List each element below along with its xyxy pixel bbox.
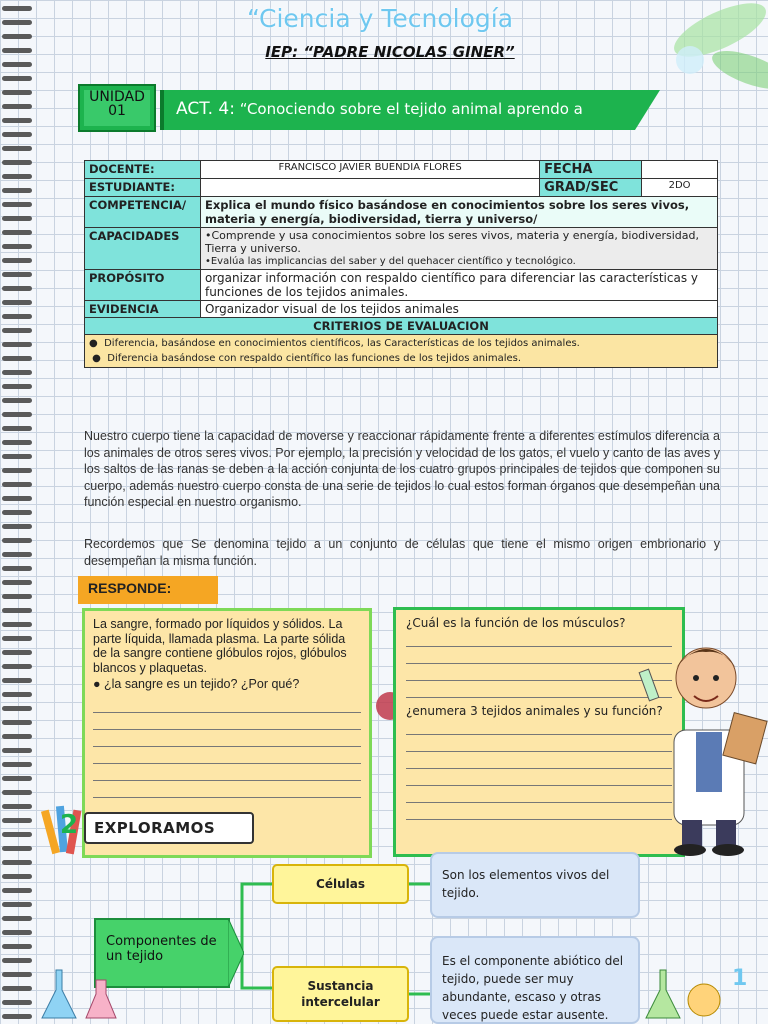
spiral-ring (2, 34, 32, 39)
activity-number: ACT. 4: (176, 99, 235, 119)
spiral-ring (2, 972, 32, 977)
capacidades-label: CAPACIDADES (85, 228, 201, 270)
grado-label: GRAD/SEC (540, 179, 642, 197)
spiral-ring (2, 944, 32, 949)
school-name: IEP: “PADRE NICOLAS GINER” (265, 43, 515, 61)
evidencia-value: Organizador visual de los tejidos animales (200, 301, 717, 318)
spiral-ring (2, 342, 32, 347)
spiral-ring (2, 524, 32, 529)
proposito-value: organizar información con respaldo científico para diferenciar las características y funciones de los tejidos animales. (200, 270, 717, 301)
spiral-ring (2, 6, 32, 11)
spiral-ring (2, 734, 32, 739)
spiral-ring (2, 468, 32, 473)
spiral-ring (2, 888, 32, 893)
spiral-ring (2, 314, 32, 319)
spiral-ring (2, 118, 32, 123)
desc-connectors (408, 870, 432, 1010)
spiral-ring (2, 706, 32, 711)
spiral-ring (2, 384, 32, 389)
spiral-ring (2, 146, 32, 151)
spiral-ring (2, 174, 32, 179)
fecha-label: FECHA (540, 161, 642, 179)
page-number: 1 (732, 966, 748, 991)
spiral-ring (2, 608, 32, 613)
spiral-ring (2, 440, 32, 445)
spiral-ring (2, 90, 32, 95)
section-number-icon: 2 (60, 810, 79, 840)
spiral-ring (2, 636, 32, 641)
spiral-ring (2, 692, 32, 697)
spiral-ring (2, 188, 32, 193)
spiral-ring (2, 104, 32, 109)
spiral-ring (2, 664, 32, 669)
intro-paragraph-2: Recordemos que Se denomina tejido a un conjunto de células que tiene el mismo origen embrionario y desempeñan la misma función. (84, 537, 720, 568)
spiral-ring (2, 370, 32, 375)
unidad-box (78, 84, 156, 132)
capacidad-1: •Comprende y usa conocimientos sobre los seres vivos, materia y energía, biodiversidad, Tierra y universo. (204, 229, 700, 255)
criterios-header: CRITERIOS DE EVALUACION (85, 318, 718, 335)
competencia-label: COMPETENCIA/ (85, 197, 201, 228)
lab-decoration-icon (640, 960, 730, 1024)
spiral-ring (2, 594, 32, 599)
exploramos-label: EXPLORAMOS (84, 812, 254, 844)
proposito-label: PROPÓSITO (85, 270, 201, 301)
criterio-2: ● Diferencia basándose con respaldo científico las funciones de los tejidos animales. (89, 353, 522, 364)
spiral-ring (2, 566, 32, 571)
activity-name: “Conociendo sobre el tejido animal aprendo a (239, 100, 583, 118)
spiral-ring (2, 916, 32, 921)
blood-info-text: La sangre, formado por líquidos y sólidos. La parte líquida, llamada plasma. La parte sólida de la sangre contiene glóbulos rojos, glóbulos blancos y plaquetas. (93, 617, 347, 675)
spiral-ring (2, 412, 32, 417)
spiral-ring (2, 230, 32, 235)
spiral-ring (2, 398, 32, 403)
spiral-ring (2, 1014, 32, 1019)
spiral-ring (2, 902, 32, 907)
spiral-ring (2, 678, 32, 683)
spiral-ring (2, 790, 32, 795)
spiral-ring (2, 496, 32, 501)
info-table (84, 160, 718, 368)
spiral-ring (2, 860, 32, 865)
spiral-ring (2, 930, 32, 935)
spiral-ring (2, 62, 32, 67)
spiral-ring (2, 160, 32, 165)
spiral-ring (2, 832, 32, 837)
fecha-value[interactable] (642, 161, 718, 179)
spiral-ring (2, 454, 32, 459)
spiral-ring (2, 482, 32, 487)
spiral-ring (2, 804, 32, 809)
spiral-ring (2, 552, 32, 557)
cells-description: Son los elementos vivos del tejido. (430, 852, 640, 918)
tissues-question: ¿enumera 3 tejidos animales y su función? (406, 704, 663, 718)
grado-value: 2DO (642, 179, 718, 197)
course-title: “Ciencia y Tecnología (246, 4, 514, 33)
spiral-ring (2, 48, 32, 53)
spiral-ring (2, 748, 32, 753)
answer-area-left[interactable] (93, 696, 361, 798)
intercellular-description: Es el componente abiótico del tejido, puede ser muy abundante, escaso y otras veces puede estar ausente. (430, 936, 640, 1024)
spiral-ring (2, 300, 32, 305)
cells-node: Células (272, 864, 409, 904)
flask-decoration-icon (36, 960, 126, 1024)
spiral-ring (2, 580, 32, 585)
spiral-ring (2, 272, 32, 277)
spiral-ring (2, 958, 32, 963)
capacidad-2: •Evalúa las implicancias del saber y del quehacer científico y tecnológico. (204, 256, 576, 267)
spiral-ring (2, 776, 32, 781)
spiral-ring (2, 286, 32, 291)
unidad-label: UNIDAD 01 (84, 90, 150, 126)
spiral-ring (2, 762, 32, 767)
spiral-ring (2, 650, 32, 655)
criterios-list (85, 335, 718, 368)
responde-label: RESPONDE: (78, 576, 218, 604)
spiral-ring (2, 76, 32, 81)
spiral-ring (2, 622, 32, 627)
estudiante-label: ESTUDIANTE: (85, 179, 201, 197)
spiral-ring (2, 216, 32, 221)
spiral-ring (2, 818, 32, 823)
spiral-ring (2, 426, 32, 431)
spiral-ring (2, 986, 32, 991)
intro-paragraph-1: Nuestro cuerpo tiene la capacidad de moverse y reaccionar rápidamente frente a diferentes estímulos diferencia a los animales de otros seres vivos. Por ejemplo, la precisión y velocidad de los gatos, el vuelo y canto de las aves y los saltos de las ranas se deben a la acción conjunta de los cuatro grupos principales de tejidos que componen su cuerpo, además nuestro cuerpo consta de una serie de tejidos lo cual estos forman órganos que desempeñan una función especial en nuestro organismo. (84, 429, 720, 509)
spiral-ring (2, 132, 32, 137)
spiral-ring (2, 244, 32, 249)
criterio-1: ● Diferencia, basándose en conocimientos científicos, las Características de los tejidos animales. (89, 338, 580, 349)
spiral-ring (2, 20, 32, 25)
spiral-ring (2, 356, 32, 361)
blood-question: ● ¿la sangre es un tejido? ¿Por qué? (93, 677, 300, 691)
competencia-value: Explica el mundo físico basándose en conocimientos sobre los seres vivos, materia y energía, biodiversidad, tierra y universo/ (200, 197, 717, 228)
muscle-question: ¿Cuál es la función de los músculos? (406, 616, 626, 630)
arrow-right-icon (228, 918, 244, 988)
spiral-ring (2, 538, 32, 543)
components-root-node: Componentes de un tejido (94, 918, 230, 988)
spiral-ring (2, 720, 32, 725)
spiral-ring (2, 874, 32, 879)
spiral-ring (2, 1000, 32, 1005)
scientist-illustration-icon (624, 620, 768, 860)
spiral-ring (2, 846, 32, 851)
docente-label: DOCENTE: (85, 161, 201, 179)
spiral-ring (2, 510, 32, 515)
capacidades-value (200, 228, 717, 270)
activity-title (176, 99, 646, 127)
docente-value: FRANCISCO JAVIER BUENDIA FLORES (200, 161, 539, 179)
estudiante-value[interactable] (200, 179, 539, 197)
evidencia-label: EVIDENCIA (85, 301, 201, 318)
intercellular-node: Sustancia intercelular (272, 966, 409, 1022)
spiral-ring (2, 202, 32, 207)
spiral-ring (2, 258, 32, 263)
spiral-ring (2, 328, 32, 333)
spiral-binding (0, 0, 36, 1024)
